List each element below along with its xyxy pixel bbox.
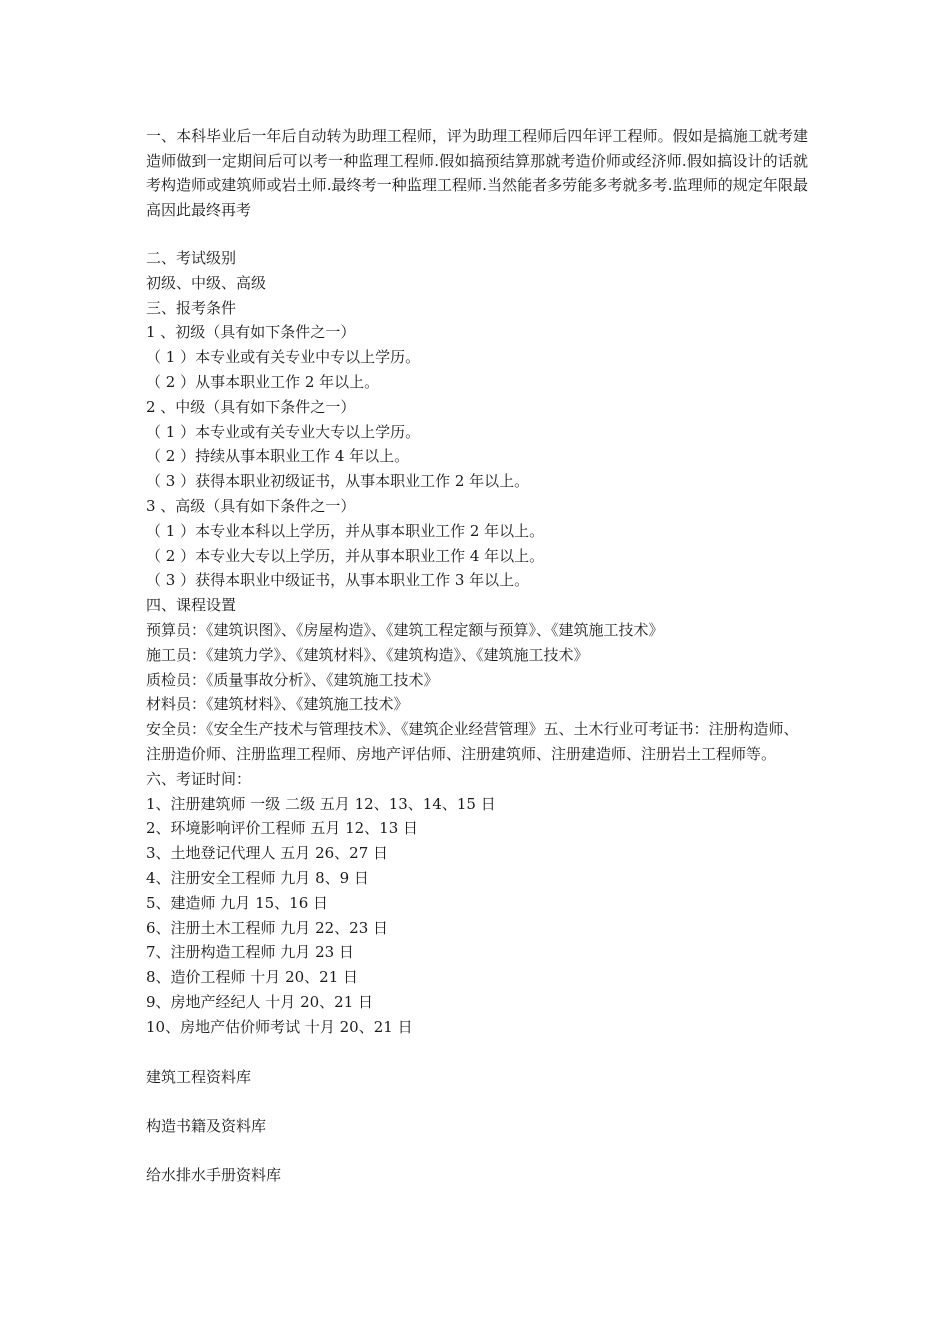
section-heading-levels: 二、考试级别 <box>146 249 237 267</box>
intermediate-condition-2: （ 2 ）持续从事本职业工作 4 年以上。 <box>146 447 410 466</box>
footer-link-building-library[interactable]: 建筑工程资料库 <box>146 1067 252 1086</box>
intermediate-condition-1: （ 1 ）本专业或有关专业大专以上学历。 <box>146 422 421 441</box>
senior-heading: 3 、高级（具有如下条件之一） <box>146 496 356 515</box>
intro-paragraph: 一、本科毕业后一年后自动转为助理工程师，评为助理工程师后四年评工程师。假如是搞施工就考建造师做到一定期间后可以考一种监理工程师.假如搞预结算那就考造价师或经济师.假如搞设计的话就考构造师或建筑师或岩土师.最终考一种监理工程师.当然能者多劳能多考就多考.监理师的规定年限最高因此最终再考 <box>146 127 808 219</box>
senior-condition-3: （ 3 ）获得本职业中级证书，从事本职业工作 3 年以上。 <box>146 571 530 590</box>
intermediate-condition-3: （ 3 ）获得本职业初级证书，从事本职业工作 2 年以上。 <box>146 472 530 491</box>
section-gap <box>146 222 808 246</box>
footer-gap <box>146 1138 808 1163</box>
footer-link-water-library[interactable]: 给水排水手册资料库 <box>146 1165 282 1184</box>
exam-item: 2、环境影响评价工程师 五月 12、13 日 <box>146 819 419 838</box>
senior-condition-2: （ 2 ）本专业大专以上学历，并从事本职业工作 4 年以上。 <box>146 546 545 565</box>
exam-item: 8、造价工程师 十月 20、21 日 <box>146 968 359 987</box>
exam-item: 4、注册安全工程师 九月 8、9 日 <box>146 868 369 887</box>
levels-text: 初级、中级、高级 <box>146 273 267 292</box>
exam-item: 9、房地产经纪人 十月 20、21 日 <box>146 992 374 1011</box>
senior-condition-1: （ 1 ）本专业本科以上学历，并从事本职业工作 2 年以上。 <box>146 521 545 540</box>
footer-gap <box>146 1089 808 1114</box>
section-heading-conditions: 三、报考条件 <box>146 298 237 317</box>
footer-gap <box>146 1040 808 1065</box>
exam-item: 10、房地产估价师考试 十月 20、21 日 <box>146 1017 413 1036</box>
junior-heading: 1 、初级（具有如下条件之一） <box>146 323 356 342</box>
exam-item: 5、建造师 九月 15、16 日 <box>146 893 329 912</box>
exam-item: 1、注册建筑师 一级 二级 五月 12、13、14、15 日 <box>146 794 496 813</box>
junior-condition-1: （ 1 ）本专业或有关专业中专以上学历。 <box>146 348 421 367</box>
section-heading-exam-time: 六、考证时间： <box>146 769 252 788</box>
footer-link-structure-library[interactable]: 构造书籍及资料库 <box>146 1116 267 1135</box>
intermediate-heading: 2 、中级（具有如下条件之一） <box>146 397 356 416</box>
course-construction: 施工员：《建筑力学》、《建筑材料》、《建筑构造》、《建筑施工技术》 <box>146 645 589 664</box>
course-budget: 预算员：《建筑识图》、《房屋构造》、《建筑工程定额与预算》、《建筑施工技术》 <box>146 620 664 639</box>
exam-item: 6、注册土木工程师 九月 22、23 日 <box>146 918 389 937</box>
course-safety-and-certificates: 安全员：《安全生产技术与管理技术》、《建筑企业经营管理》五、土木行业可考证书：注册构造师、注册造价师、注册监理工程师、房地产评估师、注册建筑师、注册建造师、注册岩土工程师等。 <box>146 720 799 763</box>
section-heading-courses: 四、课程设置 <box>146 596 237 615</box>
exam-item: 3、土地登记代理人 五月 26、27 日 <box>146 844 389 863</box>
exam-info-section <box>146 246 808 1040</box>
exam-item: 7、注册构造工程师 九月 23 日 <box>146 943 354 962</box>
course-quality: 质检员：《质量事故分析》、《建筑施工技术》 <box>146 670 439 689</box>
document-body <box>146 124 808 1187</box>
course-materials: 材料员：《建筑材料》、《建筑施工技术》 <box>146 695 409 714</box>
junior-condition-2: （ 2 ）从事本职业工作 2 年以上。 <box>146 372 380 391</box>
